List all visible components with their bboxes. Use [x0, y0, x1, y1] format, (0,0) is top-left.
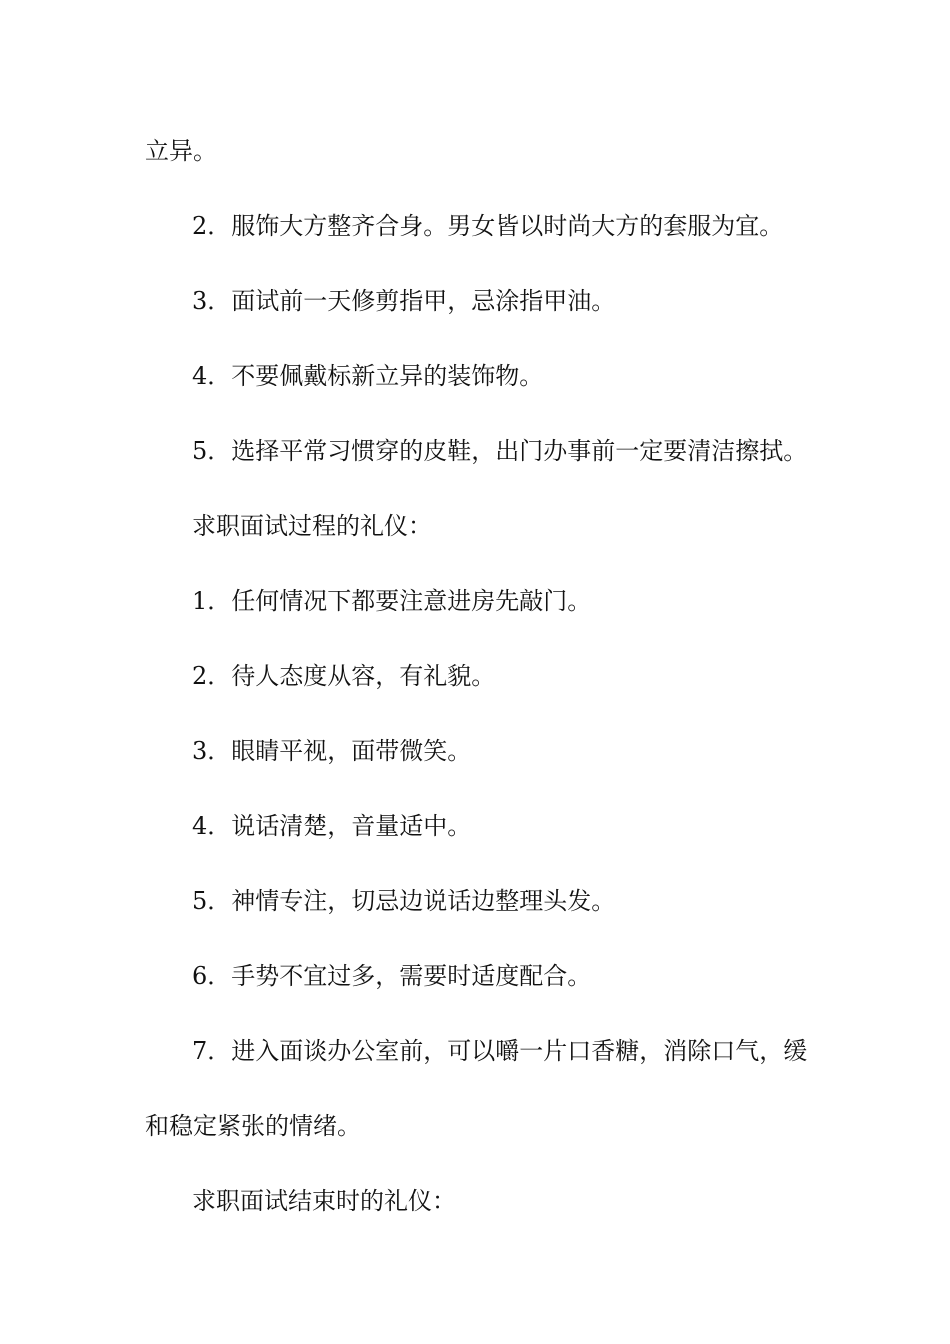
paragraph-line: 5．选择平常习惯穿的皮鞋，出门办事前一定要清洁擦拭。 — [192, 437, 808, 465]
paragraph-line: 4．说话清楚，音量适中。 — [192, 812, 472, 840]
paragraph-line: 6．手势不宜过多，需要时适度配合。 — [192, 962, 592, 990]
paragraph-line: 和稳定紧张的情绪。 — [145, 1112, 361, 1140]
paragraph-line: 4．不要佩戴标新立异的装饰物。 — [192, 362, 544, 390]
section-heading: 求职面试过程的礼仪： — [192, 512, 432, 540]
paragraph-line: 3．面试前一天修剪指甲，忌涂指甲油。 — [192, 287, 616, 315]
paragraph-line: 1．任何情况下都要注意进房先敲门。 — [192, 587, 592, 615]
paragraph-line: 2．服饰大方整齐合身。男女皆以时尚大方的套服为宜。 — [192, 212, 784, 240]
paragraph-line: 5．神情专注，切忌边说话边整理头发。 — [192, 887, 616, 915]
paragraph-line: 3．眼睛平视，面带微笑。 — [192, 737, 472, 765]
section-heading: 求职面试结束时的礼仪： — [192, 1187, 456, 1215]
paragraph-line: 7．进入面谈办公室前，可以嚼一片口香糖，消除口气，缓 — [192, 1037, 808, 1065]
paragraph-line: 立异。 — [145, 137, 217, 165]
paragraph-line: 2．待人态度从容，有礼貌。 — [192, 662, 496, 690]
